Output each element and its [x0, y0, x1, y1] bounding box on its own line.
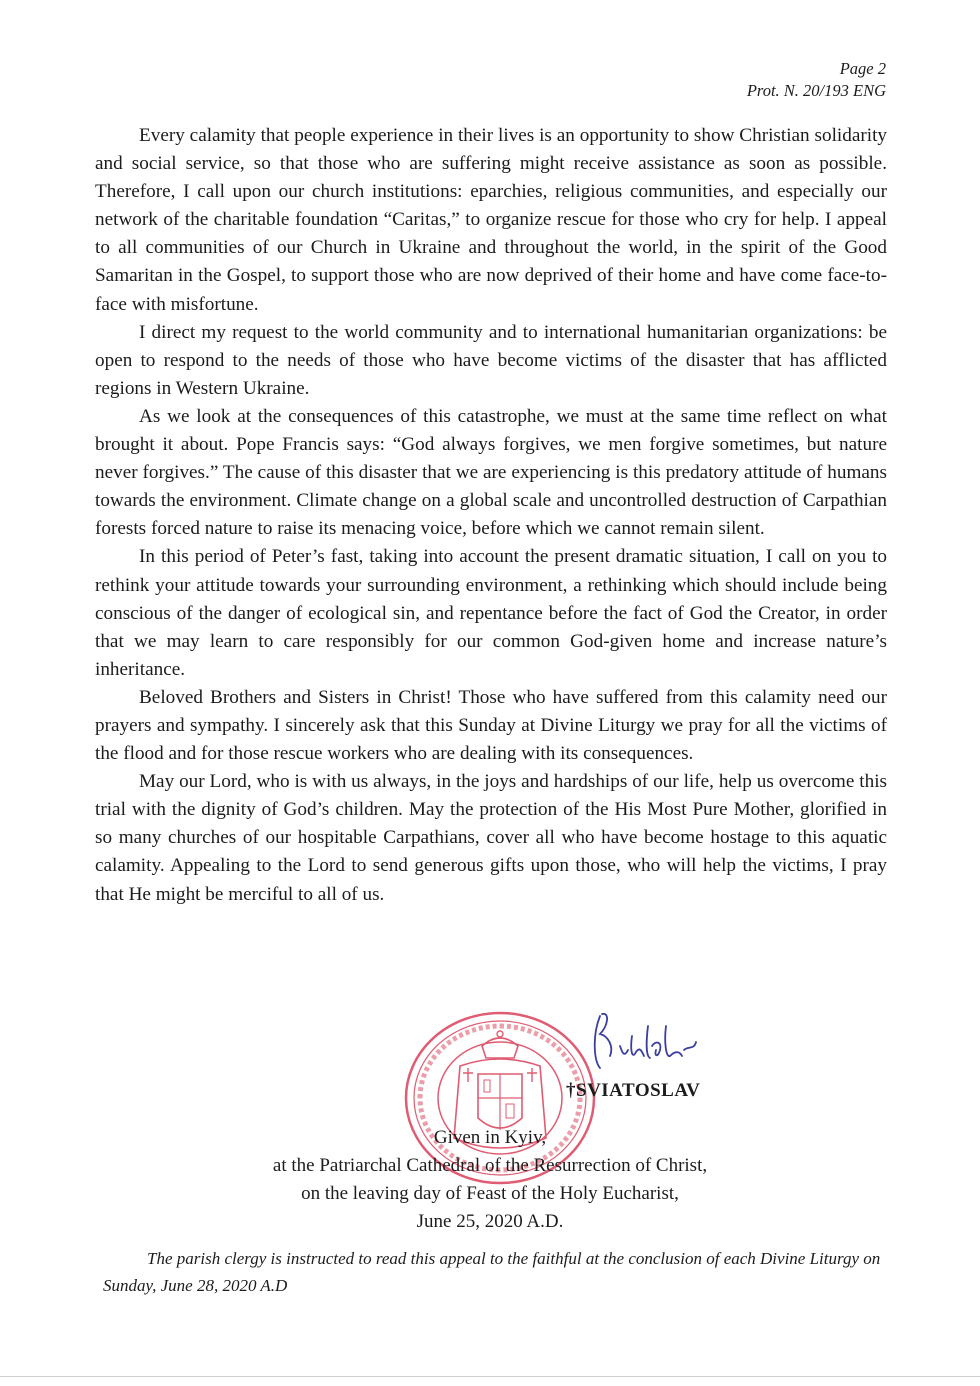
given-date: June 25, 2020 A.D.	[416, 1211, 564, 1232]
page-number: Page 2	[839, 59, 886, 78]
page-bottom-divider	[0, 1376, 980, 1377]
paragraph-5: Beloved Brothers and Sisters in Christ! Those who have suffered from this calamity need our prayers and sympathy. I sincerely ask that this Sunday at Divine Liturgy we pray for all the victims of the flood and for those rescue workers who are dealing with its consequences.	[95, 686, 887, 765]
paragraph-2: I direct my request to the world community and to international humanitarian organizations: be open to respond to the needs of those who have become victims of the disaster that has afflicted regions in Western Ukraine.	[95, 321, 887, 399]
paragraph-4: In this period of Peter’s fast, taking into account the present dramatic situation, I call on you to rethink your attitude towards your surrounding environment, a rethinking which should include being conscious of the danger of ecological sin, and repentance before the fact of God the Creator, in order that we may learn to care responsibly for our common God-given home and increase nature’s inheritance.	[95, 546, 887, 680]
handwritten-signature-icon	[570, 1006, 720, 1076]
clergy-instruction-note: The parish clergy is instructed to read this appeal to the faithful at the conclusion of each Divine Liturgy on Sunday, June 28, 2020 A.D	[103, 1249, 881, 1295]
given-feast: on the leaving day of Feast of the Holy Eucharist,	[301, 1183, 679, 1204]
paragraph-3: As we look at the consequences of this catastrophe, we must at the same time reflect on what brought it about. Pope Francis says: “God always forgives, we men forgive sometimes, but nature never forgives.” The cause of this disaster that we are experiencing is this predatory attitude of humans towards the environment. Climate change on a global scale and uncontrolled destruction of Carpathian forests forced nature to raise its menacing voice, before which we cannot remain silent.	[95, 405, 887, 540]
protocol-number: Prot. N. 20/193 ENG	[746, 81, 886, 100]
given-block	[200, 1124, 780, 1236]
paragraph-6: May our Lord, who is with us always, in the joys and hardships of our life, help us overcome this trial with the dignity of God’s children. May the protection of the His Most Pure Mother, glorified in so many churches of our hospitable Carpathians, cover all who have become hostage to this aquatic calamity. Appealing to the Lord to send generous gifts upon those, who will help the victims, I pray that He might be merciful to all of us.	[95, 771, 887, 905]
page-header	[747, 58, 886, 102]
given-place: Given in Kyiv,	[433, 1127, 547, 1148]
paragraph-1: Every calamity that people experience in their lives is an opportunity to show Christian solidarity and social service, so that those who are suffering might receive assistance as soon as possible. Therefore, I call upon our church institutions: eparchies, religious communities, and especially our network of the charitable foundation “Caritas,” to organize rescue for those who cry for help. I appeal to all communities of our Church in Ukraine and throughout the world, in the spirit of the Good Samaritan in the Gospel, to support those who are now deprived of their home and have come face-to-face with misfortune.	[95, 125, 887, 315]
signer-name: †SVIATOSLAV	[566, 1080, 701, 1101]
letter-body	[95, 122, 887, 909]
given-cathedral: at the Patriarchal Cathedral of the Resurrection of Christ,	[272, 1155, 708, 1176]
